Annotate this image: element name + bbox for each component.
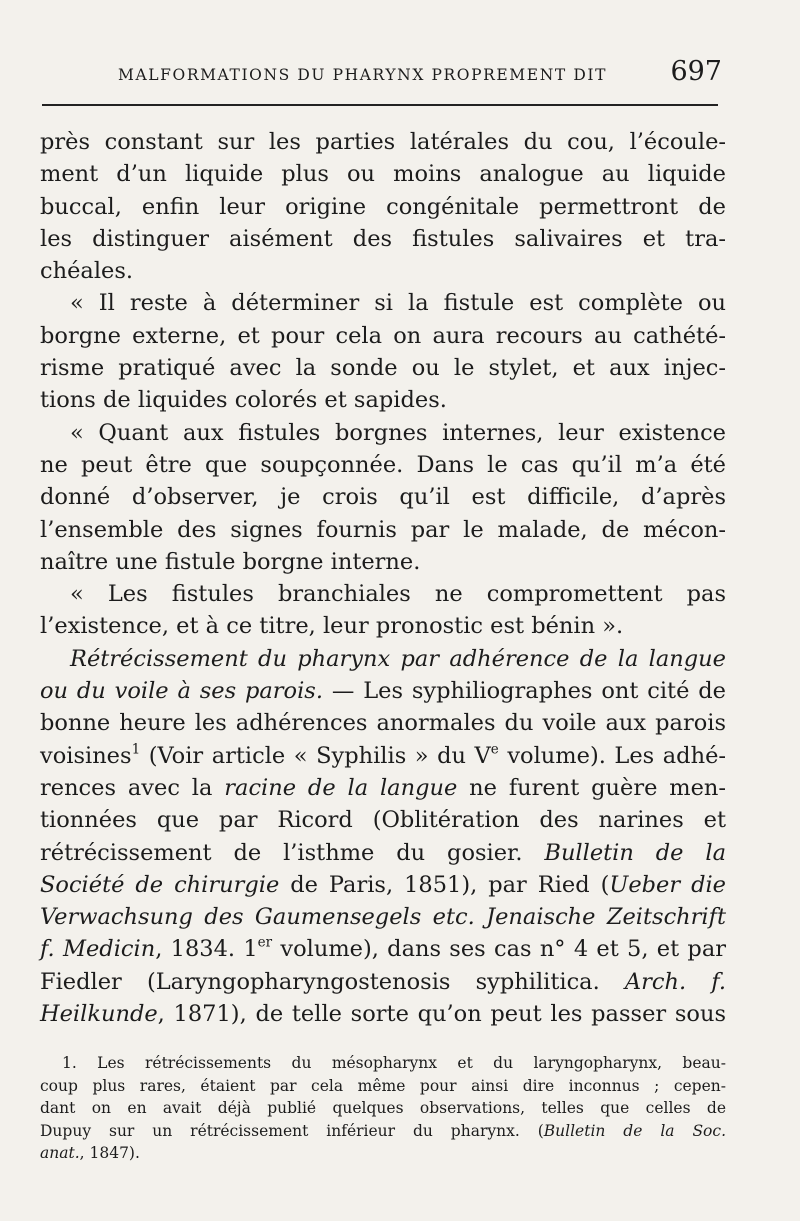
text-line: chéales.	[40, 258, 134, 285]
text-run: volume). Les adhé-	[498, 742, 726, 769]
text-line	[40, 837, 726, 869]
text-run: , 1871), de telle sorte qu’on peut les passer sous	[157, 1001, 726, 1028]
text-line	[40, 740, 726, 772]
italic-text: ou du voile à ses parois.	[40, 678, 323, 705]
italic-text: Bulletin de la	[544, 839, 726, 866]
text-line	[40, 772, 726, 804]
italic-text: Bulletin de la Soc.	[543, 1121, 727, 1140]
text-line: l’existence, et à ce titre, leur pronostic est bénin ».	[40, 613, 624, 640]
text-line: ment d’un liquide plus ou moins analogue au liquide	[40, 161, 726, 188]
page-number: 697	[670, 56, 722, 87]
page-header	[40, 56, 730, 92]
text-run: , 1834. 1	[155, 936, 258, 963]
footnote-marker: 1	[131, 741, 141, 758]
text-line: l’ensemble des signes fournis par le malade, de mécon-	[40, 516, 726, 543]
italic-text: Société de chirurgie	[40, 871, 280, 898]
text-run: volume), dans ses cas n° 4 et 5, et par	[272, 936, 727, 963]
footnote-line	[40, 1120, 726, 1143]
text-run: (Voir article « Syphilis » du V	[140, 742, 491, 769]
text-line: bonne heure les adhérences anormales du voile aux parois	[40, 710, 726, 737]
body-text	[40, 126, 726, 1030]
footnote	[40, 1052, 726, 1165]
text-run: voisines	[40, 742, 132, 769]
text-run: ne furent guère men-	[457, 774, 727, 801]
italic-text: Ueber die	[609, 871, 726, 898]
text-run: , 1847).	[79, 1144, 140, 1162]
italic-text: anat.	[40, 1144, 80, 1162]
footnote-line: coup plus rares, étaient par cela même pour ainsi dire inconnus ; cepen-	[40, 1076, 726, 1095]
text-line: naître une fistule borgne interne.	[40, 548, 421, 575]
text-run: — Les syphiliographes ont cité de	[323, 678, 726, 705]
text-line	[40, 675, 726, 707]
text-run: de Paris, 1851), par Ried (	[279, 871, 610, 898]
text-line	[40, 998, 726, 1030]
text-line: les distinguer aisément des fistules salivaires et tra-	[40, 225, 726, 252]
text-line: près constant sur les parties latérales du cou, l’écoule-	[40, 129, 726, 155]
text-run: rétrécissement de l’isthme du gosier.	[40, 839, 545, 866]
footnote-line	[40, 1142, 726, 1165]
text-run: Dupuy sur un rétrécissement inférieur du pharynx. (	[40, 1121, 544, 1140]
footnote-line: dant on en avait déjà publié quelques observations, telles que celles de	[40, 1099, 726, 1117]
text-line: « Les fistules branchiales ne compromettent pas	[70, 581, 726, 608]
text-line: ne peut être que soupçonnée. Dans le cas qu’il m’a été	[40, 451, 726, 478]
text-line: « Il reste à déterminer si la fistule est complète ou	[70, 290, 726, 317]
text-line: « Quant aux fistules borgnes internes, leur existence	[70, 419, 726, 446]
footnote-line: 1. Les rétrécissements du mésopharynx et du laryngopharynx, beau-	[62, 1054, 726, 1072]
text-line: borgne externe, et pour cela on aura recours au cathété-	[40, 322, 726, 349]
text-line: Verwachsung des Gaumensegels etc. Jenaische Zeitschrift	[40, 904, 726, 931]
italic-text: f. Medicin	[40, 936, 156, 963]
superscript: e	[490, 741, 499, 758]
italic-text: Heilkunde	[40, 1001, 158, 1028]
italic-text: racine de la langue	[224, 774, 458, 801]
text-line	[40, 933, 726, 965]
text-run: rences avec la	[40, 774, 225, 801]
section-heading-line: Rétrécissement du pharynx par adhérence de la langue	[70, 645, 726, 672]
running-head: MALFORMATIONS DU PHARYNX PROPREMENT DIT	[118, 66, 608, 84]
header-rule	[42, 104, 718, 106]
text-line	[40, 869, 726, 901]
superscript: er	[257, 934, 273, 951]
italic-text: Arch. f.	[624, 968, 726, 995]
text-line: tionnées que par Ricord (Oblitération des narines et	[40, 807, 726, 834]
text-run: Fiedler (Laryngopharyngostenosis syphilitica.	[40, 968, 625, 995]
text-line: tions de liquides colorés et sapides.	[40, 387, 447, 414]
text-line: donné d’observer, je crois qu’il est difficile, d’après	[40, 484, 726, 511]
text-line: buccal, enfin leur origine congénitale permettront de	[40, 193, 726, 220]
text-line: risme pratiqué avec la sonde ou le stylet, et aux injec-	[40, 355, 726, 382]
text-line	[40, 966, 726, 998]
